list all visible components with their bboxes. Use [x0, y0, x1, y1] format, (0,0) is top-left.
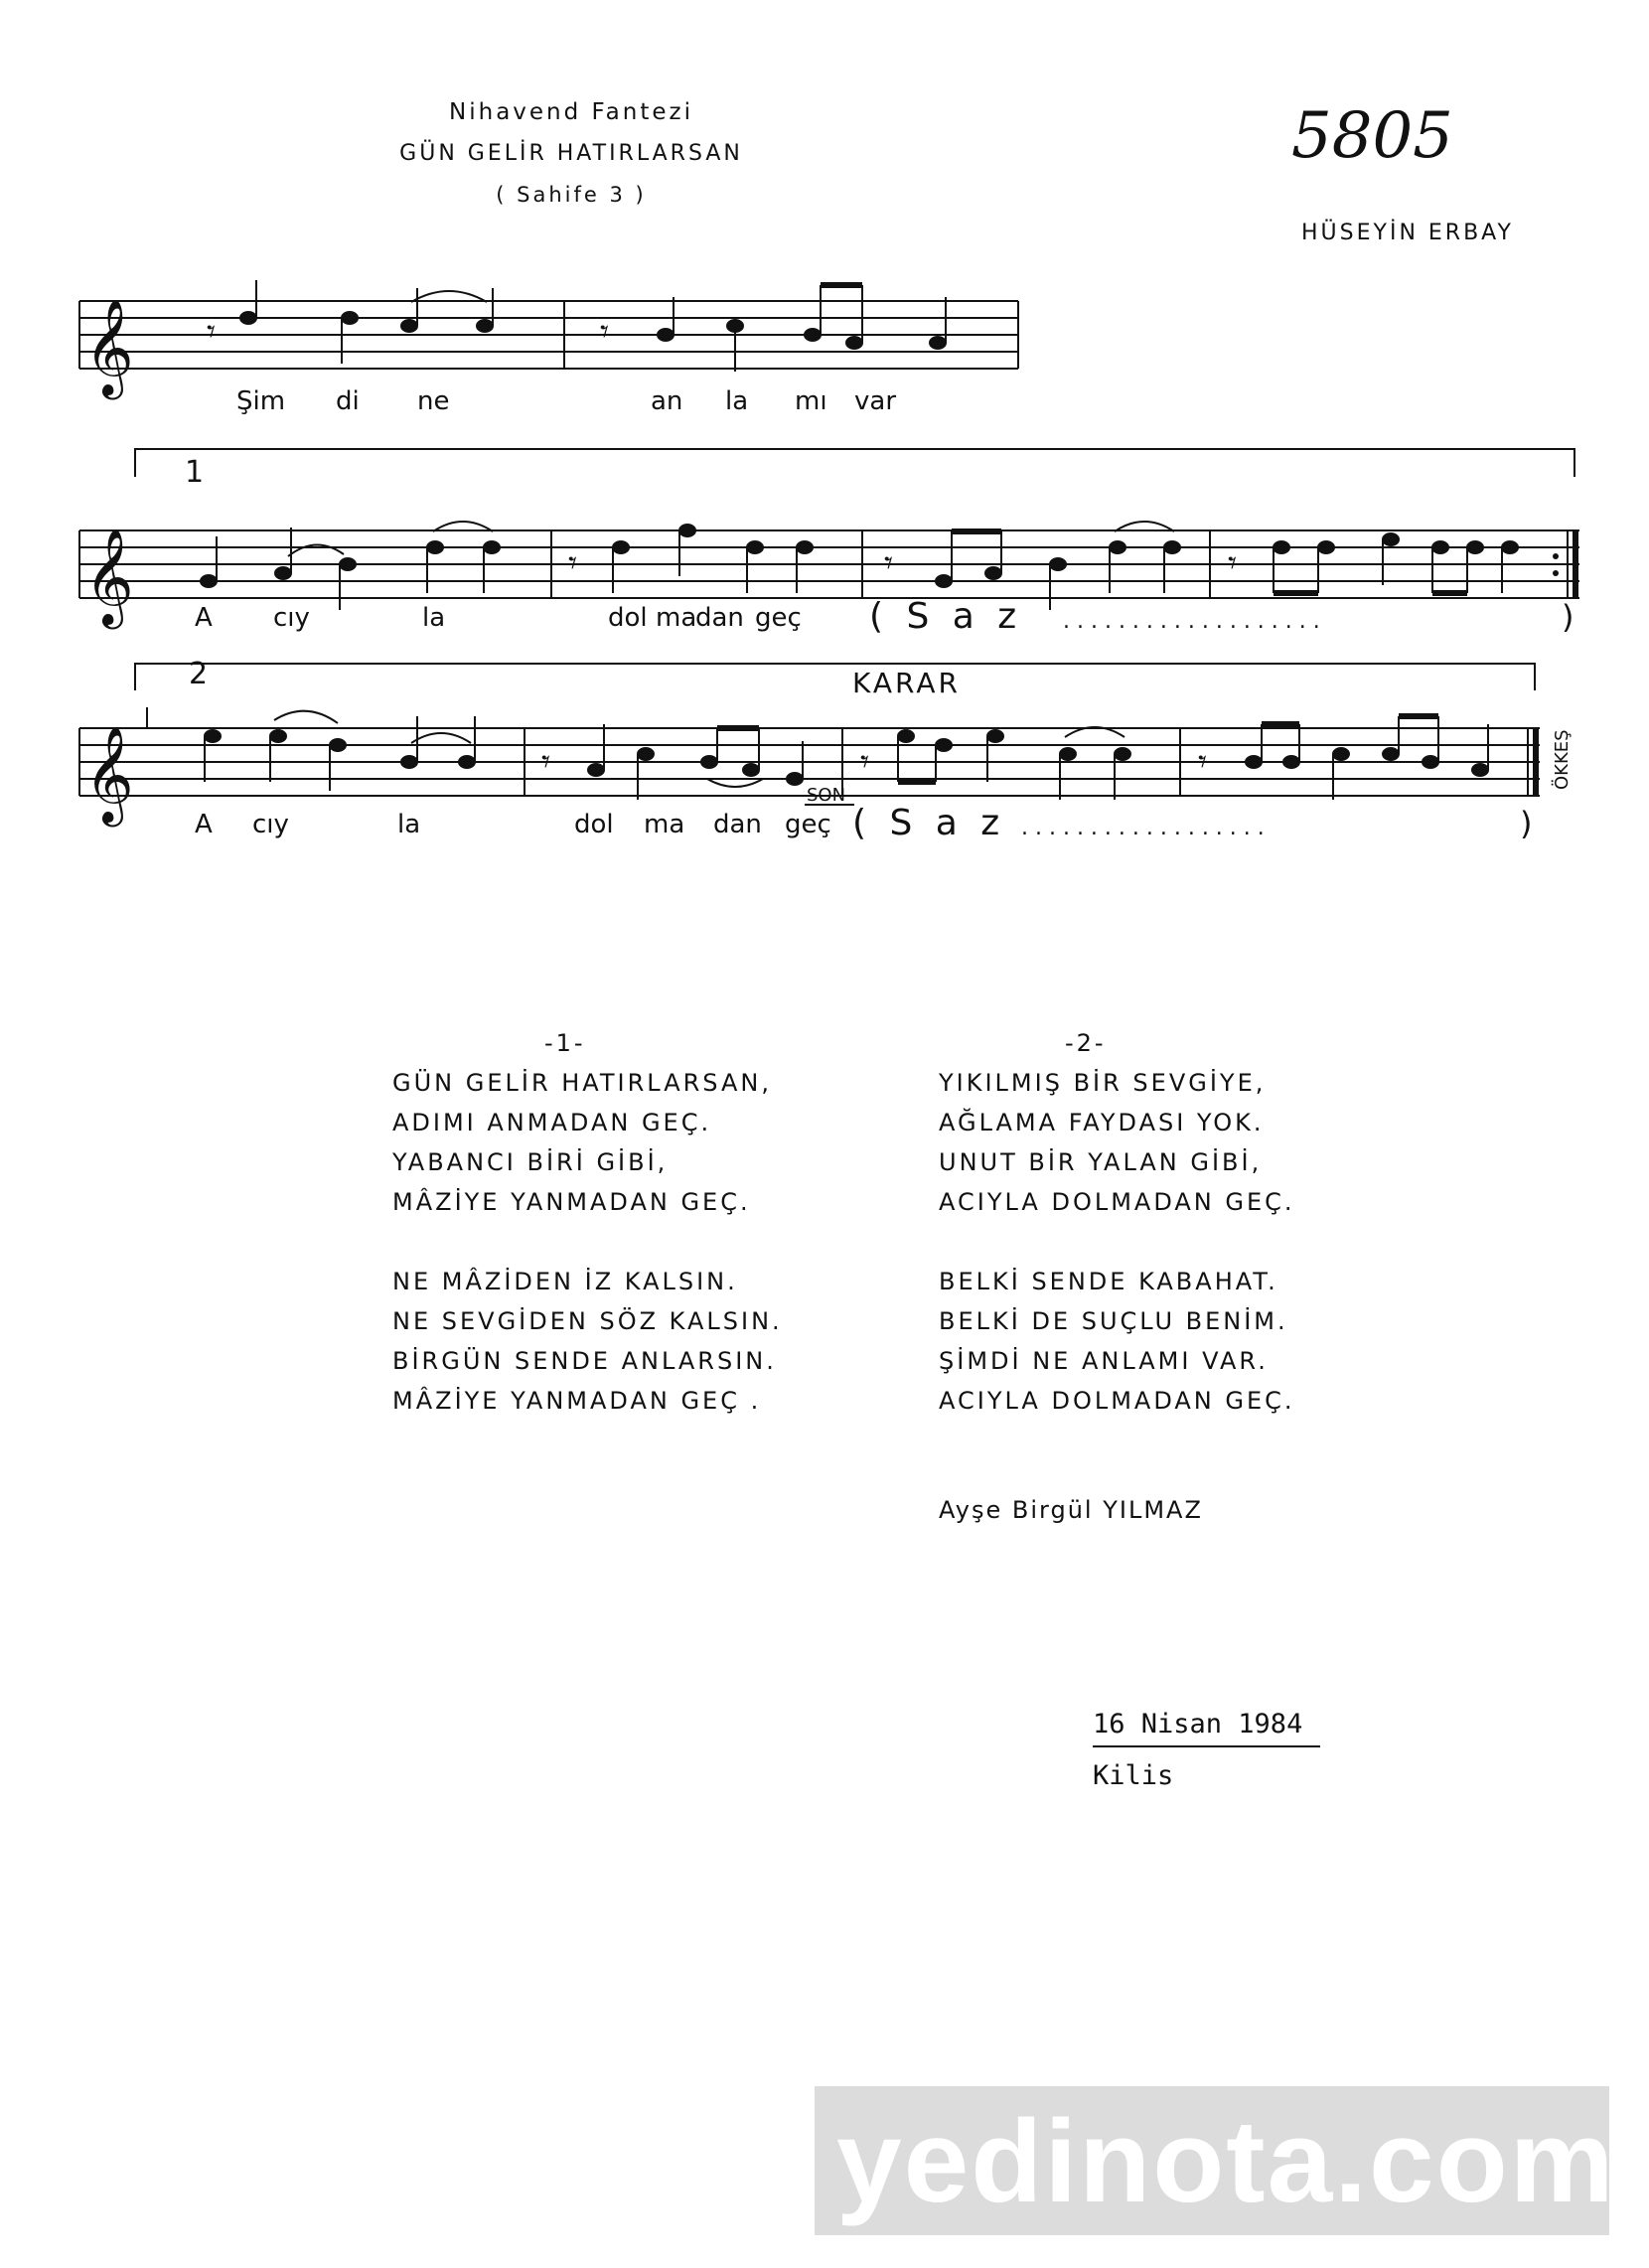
syllable: dan — [695, 603, 744, 633]
saz-close: ) — [1562, 598, 1574, 636]
watermark-banner — [815, 2086, 1616, 2235]
date: 16 Nisan 1984 — [1093, 1709, 1320, 1747]
copyist-name: ÖKKEŞ — [1552, 729, 1573, 790]
lyricist: Ayşe Birgül YILMAZ — [939, 1496, 1203, 1524]
saz-close: ) — [1520, 805, 1533, 842]
syllable: dol — [574, 810, 614, 839]
syllable: var — [854, 386, 897, 416]
verse-line: MÂZİYE YANMADAN GEÇ . — [392, 1387, 762, 1415]
sheet-music — [0, 0, 1649, 894]
svg-text:𝄾: 𝄾 — [1228, 543, 1238, 583]
syllable: an — [651, 386, 683, 416]
syllable: la — [725, 386, 749, 416]
lyrics-line-1 — [236, 386, 896, 416]
notes-line-1 — [207, 280, 946, 372]
volta-number-1: 1 — [185, 455, 205, 490]
syllable: cıy — [252, 810, 289, 839]
lyrics-line-2 — [195, 603, 802, 633]
svg-text:𝄾: 𝄾 — [860, 742, 870, 782]
verse-line: ŞİMDİ NE ANLAMI VAR. — [939, 1347, 1269, 1375]
syllable: A — [195, 810, 213, 839]
song-title: GÜN GELİR HATIRLARSAN — [399, 141, 743, 166]
verse-line — [939, 1222, 1295, 1262]
syllable: geç — [755, 603, 802, 633]
verse-line — [392, 1222, 783, 1262]
treble-clef-icon: 𝄞 — [84, 298, 134, 395]
syllable: dan — [713, 810, 762, 839]
page-reference: ( Sahife 3 ) — [496, 183, 647, 207]
verse-line: MÂZİYE YANMADAN GEÇ. — [392, 1188, 751, 1216]
notes-line-3 — [205, 711, 1488, 800]
verse-line: BELKİ DE SUÇLU BENİM. — [939, 1307, 1288, 1335]
lyrics-line-3 — [195, 810, 831, 839]
verse-line: NE MÂZİDEN İZ KALSIN. — [392, 1268, 738, 1295]
repeat-dot — [1553, 553, 1559, 559]
syllable: geç — [785, 810, 831, 839]
verse-line: ACIYLA DOLMADAN GEÇ. — [939, 1188, 1295, 1216]
verse-2-number: -2- — [1065, 1029, 1107, 1057]
svg-text:𝄾: 𝄾 — [207, 312, 217, 352]
syllable: ma — [644, 810, 685, 839]
saz-label: ( S a z — [869, 596, 1023, 637]
repeat-dot — [1553, 570, 1559, 576]
svg-text:𝄾: 𝄾 — [600, 312, 610, 352]
saz-dots: . . . . . . . . . . . . . . . . . . . — [1063, 609, 1320, 634]
svg-text:𝄾: 𝄾 — [1198, 742, 1208, 782]
verse-line: AĞLAMA FAYDASI YOK. — [939, 1109, 1265, 1136]
syllable: A — [195, 603, 213, 633]
svg-text:𝄾: 𝄾 — [541, 742, 551, 782]
volta-bracket-1 — [135, 449, 1574, 477]
syllable: ne — [417, 386, 450, 416]
place: Kilis — [1093, 1760, 1174, 1791]
syllable: ma — [656, 603, 697, 633]
verse-line: ACIYLA DOLMADAN GEÇ. — [939, 1387, 1295, 1415]
verse-1-number: -1- — [544, 1029, 586, 1057]
syllable: di — [336, 386, 360, 416]
syllable: la — [422, 603, 446, 633]
verse-1 — [392, 1063, 783, 1421]
staff-2 — [79, 530, 1579, 598]
svg-text:𝄾: 𝄾 — [568, 543, 578, 583]
verse-line: GÜN GELİR HATIRLARSAN, — [392, 1069, 772, 1097]
syllable: dol — [608, 603, 648, 633]
verse-line: YIKILMIŞ BİR SEVGİYE, — [939, 1069, 1267, 1097]
saz-label: ( S a z — [852, 803, 1006, 843]
karar-label: KARAR — [852, 667, 961, 699]
treble-clef-icon: 𝄞 — [84, 725, 134, 823]
treble-clef-icon: 𝄞 — [84, 528, 134, 625]
volta-bracket-2 — [135, 664, 1535, 690]
syllable: Şim — [236, 386, 286, 416]
verse-line: BELKİ SENDE KABAHAT. — [939, 1268, 1278, 1295]
verse-line: ADIMI ANMADAN GEÇ. — [392, 1109, 712, 1136]
watermark-text: yedinota.com — [836, 2096, 1616, 2227]
verse-line: BİRGÜN SENDE ANLARSIN. — [392, 1347, 777, 1375]
catalog-number: 5805 — [1291, 99, 1453, 173]
staff-1 — [79, 301, 1018, 369]
syllable: cıy — [273, 603, 310, 633]
composer: HÜSEYİN ERBAY — [1301, 221, 1514, 245]
verse-line: NE SEVGİDEN SÖZ KALSIN. — [392, 1307, 783, 1335]
verse-line: YABANCI BİRİ GİBİ, — [392, 1148, 669, 1176]
makam-form: Nihavend Fantezi — [449, 99, 693, 125]
svg-text:𝄾: 𝄾 — [884, 543, 894, 583]
verse-2 — [939, 1063, 1295, 1421]
saz-dots: . . . . . . . . . . . . . . . . . . — [1021, 816, 1265, 840]
syllable: mı — [795, 386, 827, 416]
son-label: SON — [807, 785, 846, 806]
volta-number-2: 2 — [189, 657, 209, 691]
verse-line: UNUT BİR YALAN GİBİ, — [939, 1148, 1263, 1176]
syllable: la — [397, 810, 421, 839]
staff-3 — [79, 707, 1540, 796]
notes-line-2 — [201, 522, 1518, 610]
